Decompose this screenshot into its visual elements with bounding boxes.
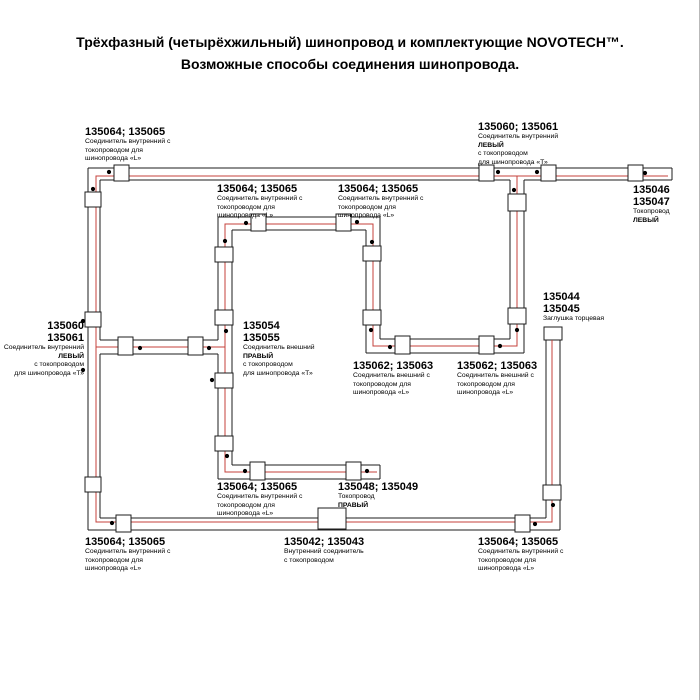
junction-dots — [81, 170, 647, 526]
title-line-1: Трёхфазный (четырёхжильный) шинопровод и комплектующие NOVOTECH™. — [76, 34, 624, 50]
junction-dot — [225, 454, 229, 458]
part-number: 135064; 135065 — [217, 481, 298, 493]
junction-dot — [207, 346, 211, 350]
connector-box-straight — [318, 508, 346, 529]
label-feed-left: 135046 135047 Токопровод ЛЕВЫЙ — [633, 184, 670, 224]
junction-dot — [388, 345, 392, 349]
part-number: 135044 — [543, 291, 580, 303]
conductor-lines — [96, 176, 668, 522]
connector-box — [85, 192, 101, 207]
connector-box — [215, 373, 233, 388]
connector-box — [479, 336, 494, 354]
connector-box — [215, 436, 233, 451]
label-bottom-mid: 135064; 135065 Соединитель внутренний с токопроводом для шинопровода «L» — [217, 481, 303, 518]
connector-box — [215, 247, 233, 262]
label-end-cap: 135044 135045 Заглушка торцевая — [543, 291, 605, 322]
junction-dot — [533, 522, 537, 526]
label-ext-b: 135062; 135063 Соединитель внешний с токопроводом для шинопровода «L» — [457, 360, 538, 397]
junction-dot — [496, 170, 500, 174]
junction-dot — [107, 170, 111, 174]
connector-box — [363, 246, 381, 261]
connector-box — [508, 194, 526, 211]
end-cap — [544, 327, 562, 340]
conductor-outer-loop — [96, 176, 668, 522]
part-number: 135060 — [47, 320, 84, 332]
junction-dot — [498, 344, 502, 348]
part-number: 135060; 135061 — [478, 121, 559, 133]
label-top-right: 135060; 135061 Соединитель внутренний ЛЕВЫЙ с токопроводом для шинопровода «Т» — [478, 121, 559, 166]
part-number: 135064; 135065 — [85, 126, 166, 138]
part-number: 135046 — [633, 184, 670, 196]
connector-box — [346, 462, 361, 480]
junction-dot — [643, 171, 647, 175]
junction-dot — [512, 188, 516, 192]
junction-dot — [91, 187, 95, 191]
label-center-t: 135054 135055 Соединитель внешний ПРАВЫЙ с токопроводом для шинопровода «Т» — [243, 320, 315, 377]
connector-box — [114, 165, 129, 181]
part-number: 135064; 135065 — [85, 536, 166, 548]
title-line-2: Возможные способы соединения шинопровода. — [180, 56, 520, 72]
junction-dot — [244, 221, 248, 225]
track-outline — [88, 168, 672, 530]
junction-dot — [551, 503, 555, 507]
part-number: 135062; 135063 — [457, 360, 538, 372]
connector-box — [215, 310, 233, 325]
part-number: 135045 — [543, 303, 580, 315]
junction-dot — [365, 469, 369, 473]
label-bottom-center: 135042; 135043 Внутренний соединитель с токопроводом — [284, 536, 365, 564]
part-number: 135047 — [633, 196, 670, 208]
connector-box — [395, 336, 410, 354]
label-top-left: 135064; 135065 Соединитель внутренний с токопроводом для шинопровода «L» — [85, 126, 171, 163]
connector-box — [628, 165, 643, 181]
junction-dot — [210, 378, 214, 382]
junction-dot — [138, 346, 142, 350]
junction-dot — [223, 239, 227, 243]
connector-box — [85, 477, 101, 492]
connector-box — [479, 165, 494, 181]
junction-dot — [110, 521, 114, 525]
connector-box — [515, 515, 530, 532]
connector-box — [541, 165, 556, 181]
part-number: 135054 — [243, 320, 280, 332]
connector-box — [508, 308, 526, 324]
connector-box — [543, 485, 561, 500]
junction-dot — [515, 328, 519, 332]
connector-box — [363, 310, 381, 325]
connector-box — [188, 337, 203, 355]
connector-box — [85, 312, 101, 327]
part-number: 135055 — [243, 332, 280, 344]
label-feed-right: 135048; 135049 Токопровод ПРАВЫЙ — [338, 481, 419, 509]
part-number: 135064; 135065 — [338, 183, 419, 195]
part-number: 135064; 135065 — [217, 183, 298, 195]
part-number: 135048; 135049 — [338, 481, 419, 493]
part-number: 135061 — [47, 332, 84, 344]
part-number: 135064; 135065 — [478, 536, 559, 548]
junction-dot — [369, 328, 373, 332]
part-number: 135042; 135043 — [284, 536, 365, 548]
junction-dot — [370, 240, 374, 244]
junction-dot — [535, 170, 539, 174]
connector-box — [250, 462, 265, 480]
part-number: 135062; 135063 — [353, 360, 434, 372]
label-bottom-left: 135064; 135065 Соединитель внутренний с токопроводом для шинопровода «L» — [85, 536, 171, 573]
label-bottom-right: 135064; 135065 Соединитель внутренний с токопроводом для шинопровода «L» — [478, 536, 564, 573]
label-mid-top-b: 135064; 135065 Соединитель внутренний с токопроводом для шинопровода «L» — [338, 183, 424, 220]
label-mid-top-a: 135064; 135065 Соединитель внутренний с токопроводом для шинопровода «L» — [217, 183, 303, 220]
connector-box — [116, 515, 131, 532]
junction-dot — [224, 329, 228, 333]
junction-dot — [243, 469, 247, 473]
label-left-t: 135060 135061 Соединитель внутренний ЛЕВЫЙ с токопроводом для шинопровода «Т» — [3, 320, 84, 377]
label-ext-a: 135062; 135063 Соединитель внешний с токопроводом для шинопровода «L» — [353, 360, 434, 397]
connector-box — [118, 337, 133, 355]
